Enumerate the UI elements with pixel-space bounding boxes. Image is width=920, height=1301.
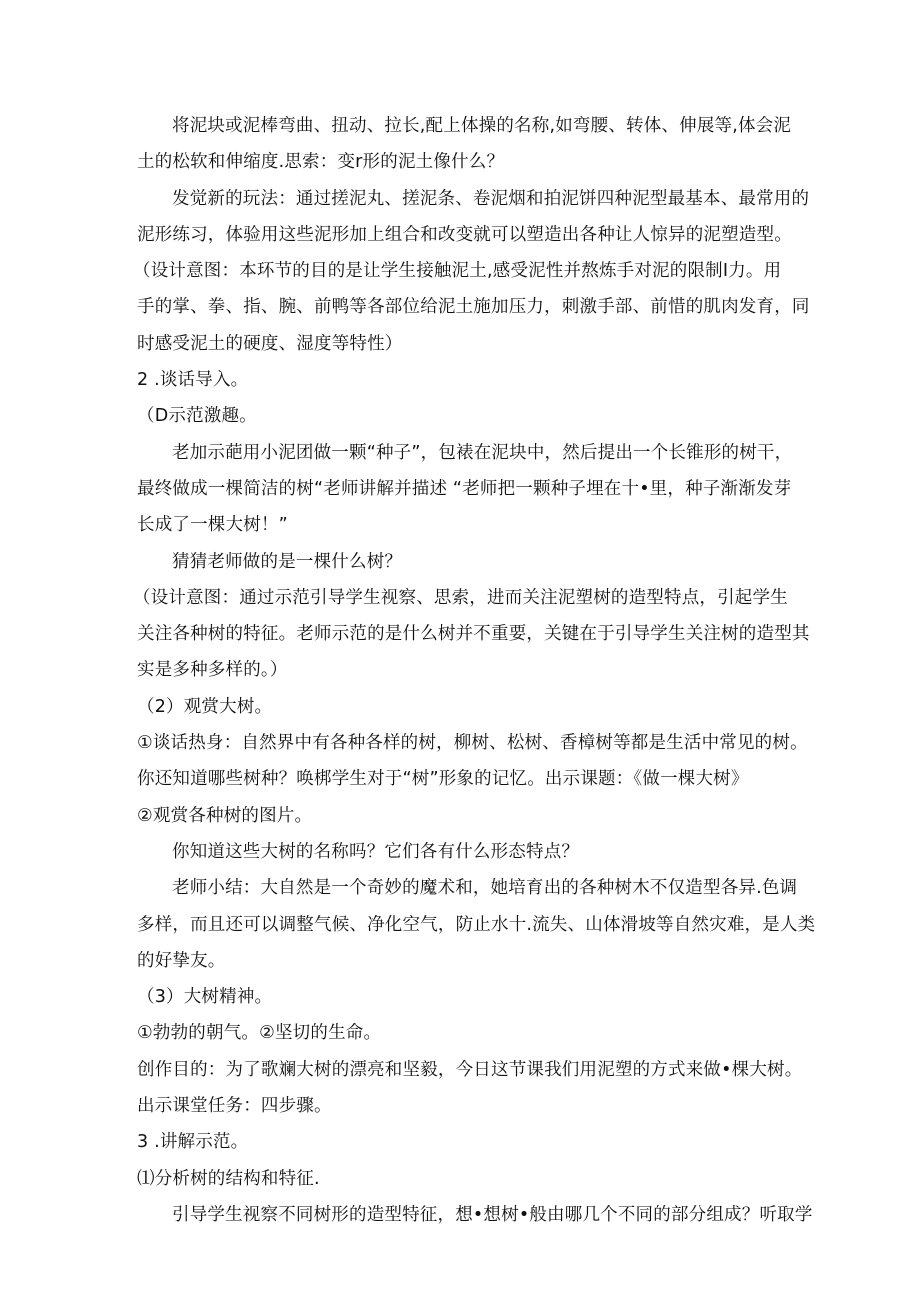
paragraph-line: （设计意图：本环节的目的是让学生接触泥土,感受泥性并熬炼手对泥的限制Ⅰ力。用 xyxy=(133,261,782,282)
subsection-heading: （D示范激趣。 xyxy=(137,406,257,427)
paragraph-line: 将泥块或泥棒弯曲、扭动、拉长,配上体操的名称,如弯腰、转体、伸展等,体会泥 xyxy=(172,116,792,136)
paragraph-line: 引导学生视察不同树形的造型特征，想•想树•般由哪几个不同的部分组成？听取学 xyxy=(172,1204,813,1225)
paragraph-line: 创作目的：为了歌斓大树的漂亮和坚毅，今日这节课我们用泥塑的方式来做•棵大树。 xyxy=(137,1059,803,1080)
paragraph-line: 出示课堂任务：四步骤。 xyxy=(137,1096,332,1117)
subsection-heading: （2）观赏大树。 xyxy=(137,696,273,717)
paragraph-line: 多样，而且还可以调整气候、净化空气，防止水十.流失、山体滑坡等自然灾难，是人类 xyxy=(137,914,816,935)
document-body xyxy=(133,108,816,1233)
paragraph-line: 时感受泥土的硬度、湿度等特性） xyxy=(137,333,403,354)
paragraph-line: ②观赏各种树的图片。 xyxy=(137,805,313,826)
paragraph-line: （设计意图：通过示范引导学生视察、思索，进而关注泥塑树的造型特点，引起学生 xyxy=(133,587,788,608)
paragraph-line: 你还知道哪些树种？唤梆学生对于“树”形象的记忆。出示课题：《做一棵大树》 xyxy=(137,769,749,790)
paragraph-line: 发觉新的玩法：通过搓泥丸、搓泥条、卷泥烟和拍泥饼四种泥型最基本、最常用的 xyxy=(172,188,810,209)
section-heading: 3 .讲解示范。 xyxy=(137,1132,249,1153)
paragraph-line: 手的掌、拳、指、腕、前鸭等各部位给泥土施加压力，刺激手部、前惜的肌肉发育，同 xyxy=(137,297,810,318)
paragraph-line: 实是多种多样的。） xyxy=(137,660,288,681)
paragraph-line: 老加示葩用小泥团做一颗“种子”，包裱在泥块中，然后提出一个长锥形的树干， xyxy=(172,442,793,463)
subsection-heading: ⑴分析树的结构和特征. xyxy=(137,1168,320,1189)
paragraph-line: ①谈话热身：自然界中有各种各样的树，柳树、松树、香樟树等都是生活中常见的树。 xyxy=(137,733,808,754)
paragraph-line: ①勃勃的朝气。②坚切的生命。 xyxy=(137,1023,382,1044)
subsection-heading: （3）大树精神。 xyxy=(137,987,273,1008)
section-heading: 2 .谈话导入。 xyxy=(137,370,249,391)
paragraph-line: 你知道这些大树的名称吗？它们各有什么形态特点？ xyxy=(172,841,580,862)
paragraph-line: 土的松软和伸缩度.思索：变r形的泥土像什么？ xyxy=(137,152,505,173)
paragraph-line: 最终做成一棵简洁的树“老师讲解并描述 “老师把一颗种子埋在十•里，种子渐渐发芽 xyxy=(137,478,792,499)
paragraph-line: 老师小结：大自然是一个奇妙的魔术和，她培育出的各种树木不仅造型各异.色调 xyxy=(172,878,798,899)
paragraph-line: 猜猜老师做的是一棵什么树？ xyxy=(172,551,403,572)
paragraph-line: 的好挚友。 xyxy=(137,950,226,971)
paragraph-line: 关注各种树的特征。老师示范的是什么树并不重要，关键在于引导学生关注树的造型其 xyxy=(137,624,810,645)
paragraph-line: 泥形练习，体验用这些泥形加上组合和改变就可以塑造出各种让人惊异的泥塑造型。 xyxy=(137,224,792,245)
paragraph-line: 长成了一棵大树！” xyxy=(137,515,288,536)
